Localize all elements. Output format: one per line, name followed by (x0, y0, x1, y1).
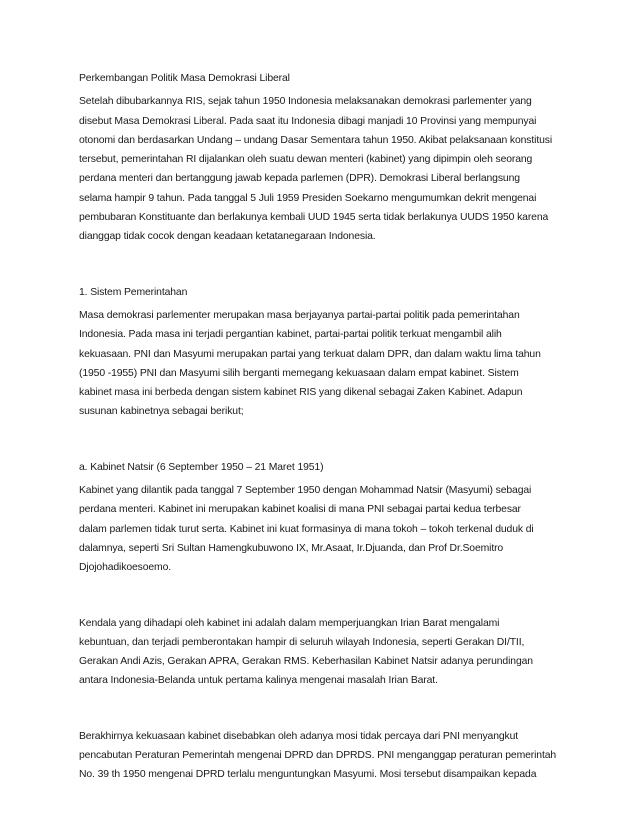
subsection-a-line: perdana menteri. Kabinet ini merupakan kabinet koalisi di mana PNI sebagai partai kedua terbesar (79, 504, 521, 516)
subsection-a-line: Kabinet yang dilantik pada tanggal 7 September 1950 dengan Mohammad Natsir (Masyumi) sebagai (79, 485, 532, 497)
section1-line: Indonesia. Pada masa ini terjadi pergantian kabinet, partai-partai politik terkuat mengambil alih (79, 329, 502, 341)
intro-line: tersebut, pemerintahan RI dijalankan oleh suatu dewan menteri (kabinet) yang dipimpin oleh seorang (79, 154, 533, 166)
obstacles-line: Kendala yang dihadapi oleh kabinet ini adalah dalam memperjuangkan Irian Barat mengalami (79, 617, 500, 629)
intro-line: dianggap tidak cocok dengan keadaan ketatanegaraan Indonesia. (79, 231, 376, 243)
intro-line: selama hampir 9 tahun. Pada tanggal 5 Juli 1959 Presiden Soekarno mengumumkan dekrit mengenai (79, 192, 537, 204)
section1-line: kabinet masa ini berbeda dengan sistem kabinet RIS yang dikenal sebagai Zaken Kabinet. Adapun (79, 387, 523, 399)
section1-line: Masa demokrasi parlementer merupakan masa berjayanya partai-partai politik pada pemerintahan (79, 309, 520, 321)
section1-paragraph (79, 306, 569, 422)
intro-line: perdana menteri dan bertanggung jawab kepada parlemen (DPR). Demokrasi Liberal berlangsung (79, 173, 520, 185)
obstacles-line: kebuntuan, dan terjadi pemberontakan hampir di seluruh wilayah Indonesia, seperti Gerakan DI/TII, (79, 636, 525, 648)
document-page (79, 69, 569, 785)
document-title: Perkembangan Politik Masa Demokrasi Liberal (79, 73, 290, 84)
subsection-a-paragraph (79, 481, 569, 577)
intro-line: pembubaran Konstituante dan berlakunya kembali UUD 1945 serta tidak berlakunya UUDS 1950 karena (79, 212, 549, 224)
intro-paragraph (79, 92, 569, 246)
subsection-heading: a. Kabinet Natsir (6 September 1950 – 21 Maret 1951) (79, 461, 324, 473)
subsection-a-line: Djojohadikoesoemo. (79, 562, 171, 574)
intro-line: Setelah dibubarkannya RIS, sejak tahun 1950 Indonesia melaksanakan demokrasi parlementer yang (79, 96, 532, 108)
obstacles-paragraph (79, 614, 569, 691)
section-heading: 1. Sistem Pemerintahan (79, 286, 188, 298)
intro-line: otonomi dan berdasarkan Undang – undang Dasar Sementara tahun 1950. Akibat pelaksanaan konstitusi (79, 134, 553, 146)
intro-line: disebut Masa Demokrasi Liberal. Pada saat itu Indonesia dibagi manjadi 10 Provinsi yang mempunyai (79, 115, 537, 127)
obstacles-line: Gerakan Andi Azis, Gerakan APRA, Gerakan RMS. Keberhasilan Kabinet Natsir adanya perundingan (79, 656, 533, 668)
end-paragraph (79, 727, 569, 785)
section1-line: kekuasaan. PNI dan Masyumi merupakan partai yang terkuat dalam DPR, dan dalam waktu lima tahun (79, 348, 541, 360)
section1-line: susunan kabinetnya sebagai berikut; (79, 406, 244, 418)
obstacles-line: antara Indonesia-Belanda untuk pertama kalinya mengenai masalah Irian Barat. (79, 675, 438, 687)
subsection-a-line: dalamnya, seperti Sri Sultan Hamengkubuwono IX, Mr.Asaat, Ir.Djuanda, dan Prof Dr.Soemitro (79, 542, 504, 554)
end-line: Berakhirnya kekuasaan kabinet disebabkan oleh adanya mosi tidak percaya dari PNI menyangkut (79, 730, 519, 742)
end-line: pencabutan Peraturan Pemerintah mengenai DPRD dan DPRDS. PNI menganggap peraturan pemerintah (79, 750, 557, 762)
subsection-a-line: dalam parlemen tidak turut serta. Kabinet ini kuat formasinya di mana tokoh – tokoh terkenal duduk di (79, 523, 534, 535)
section1-line: (1950 -1955) PNI dan Masyumi silih berganti memegang kekuasaan dalam empat kabinet. Sistem (79, 367, 519, 379)
end-line: No. 39 th 1950 mengenai DPRD terlalu menguntungkan Masyumi. Mosi tersebut disampaikan kepada (79, 769, 537, 781)
